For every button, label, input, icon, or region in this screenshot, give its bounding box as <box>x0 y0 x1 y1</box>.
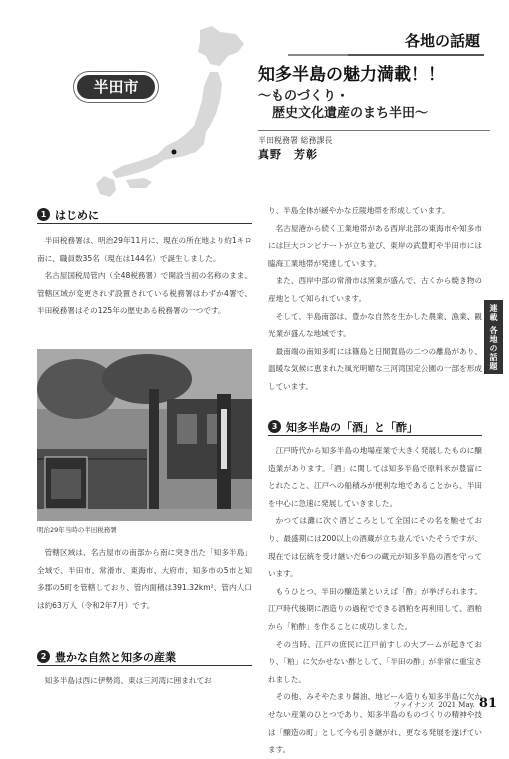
paragraph: その他、みそやたまり醤油、地ビール造りも知多半島に欠かせない産業のひとつであり、知多半島のものづくりの精神や技は「醸造の町」として今も引き継がれ、更なる発展を遂げています。 <box>268 692 482 755</box>
section-number: 1 <box>37 208 50 221</box>
subtitle-line-1: ～ものづくり・ <box>258 89 350 104</box>
paragraph: もうひとつ、半田の醸造業といえば「酢」が挙げられます。江戸時代後期に酒造りの過程でできる酒粕を再利用して、酒粕から「粕酢」を作ることに成功しました。 <box>268 586 482 631</box>
author-name: 真野 芳彰 <box>258 148 318 161</box>
handa-location-marker <box>172 150 177 155</box>
paragraph: そして、半島南部は、豊かな自然を生かした農業、漁業、観光業が盛んな地域です。 <box>268 311 482 339</box>
section-1-heading <box>37 206 252 224</box>
series-header-label: 各地の話題 <box>404 32 480 50</box>
paragraph: その当時、江戸の庶民に江戸前すしの大ブームが起きており、「粕」に欠かせない酢として、「半田の酢」が非常に重宝されました。 <box>268 639 482 684</box>
subtitle-line-2: 歴史文化遺産のまち半田～ <box>272 106 429 121</box>
paragraph: 江戸時代から知多半島の地場産業で大きく発展したものに醸造業があります。「酒」に関しては知多半島で原料米が豊富にとれたこと、江戸への船積みが便利な地であることから、半田を中心に急速に発展していきました。 <box>268 446 482 508</box>
section-2-heading <box>37 648 252 666</box>
page-footer <box>393 696 497 711</box>
section-number: 2 <box>37 650 50 663</box>
title-divider <box>258 130 490 131</box>
section-title: 知多半島の「酒」と「酢」 <box>286 420 418 434</box>
section-3-heading <box>268 418 482 436</box>
paragraph: 名古屋港から続く工業地帯がある西岸北部の東海市や知多市には巨大コンビナートが立ち並び、東岸の武豊町や半田市には臨海工業地帯が発達しています。 <box>268 223 482 268</box>
magazine-name: ファイナンス <box>392 701 435 709</box>
article-title-block <box>258 64 488 122</box>
page-number: 81 <box>478 696 497 711</box>
paragraph: 管轄区域は、名古屋市の南部から南に突き出た「知多半島」全域で、半田市、常滑市、東海市、大府市、知多市の5市と知多郡の5町を管轄しており、管内面積は391.32km²、管内人口は約63万人（令和2年7月）です。 <box>37 548 252 610</box>
section-number: 3 <box>268 420 281 433</box>
paragraph: 半田税務署は、明治29年11月に、現在の所在地より約1キロ南に、職員数35名（現在は144名）で誕生しました。 <box>37 236 252 263</box>
article-subtitle <box>258 88 488 122</box>
paragraph: 最南端の南知多町には篠島と日間賀島の二つの離島があり、温暖な気候に恵まれた風光明媚な三河湾国定公園の一部を形成しています。 <box>268 346 482 391</box>
series-side-tab: 連載 各地の話題 <box>484 300 503 374</box>
paragraph: 知多半島は西に伊勢湾、東は三河湾に囲まれてお <box>44 676 212 685</box>
photo-caption: 明治29年当時の半田税務署 <box>37 526 117 534</box>
column-1-section-2-text <box>37 672 252 690</box>
issue-date: 2021 May. <box>438 701 475 709</box>
japan-map-illustration <box>60 22 250 197</box>
column-2-brewing-text <box>268 442 482 759</box>
column-1-intro-text <box>37 232 252 320</box>
paragraph: 名古屋国税局管内（全48税務署）で開設当初の名称のまま、管轄区域が変更されず設置されている税務署はわずか4署で、半田税務署はその125年の歴史ある税務署の一つです。 <box>37 271 252 316</box>
column-1-jurisdiction-text <box>37 544 252 614</box>
paragraph: また、西岸中部の常滑市は窯業が盛んで、古くから焼き物の産地として知られています。 <box>268 276 482 303</box>
column-2-geography-text <box>268 202 482 396</box>
section-title: はじめに <box>55 208 99 222</box>
series-header <box>288 30 484 56</box>
city-badge: 半田市 <box>74 72 158 102</box>
paragraph: かつては灘に次ぐ酒どころとして全国にその名を馳せており、最盛期には200以上の酒蔵が立ち並んでいたそうですが、現在では伝統を受け継いだ6つの蔵元が知多半島の酒を守っています。 <box>268 516 482 579</box>
historic-tax-office-photo <box>37 349 252 521</box>
author-role: 半田税務署 総務課長 <box>258 136 333 145</box>
section-title: 豊かな自然と知多の産業 <box>55 650 176 664</box>
paragraph: り、半島全体が緩やかな丘陵地帯を形成しています。 <box>268 206 450 215</box>
article-title: 知多半島の魅力満載！！ <box>258 65 445 85</box>
